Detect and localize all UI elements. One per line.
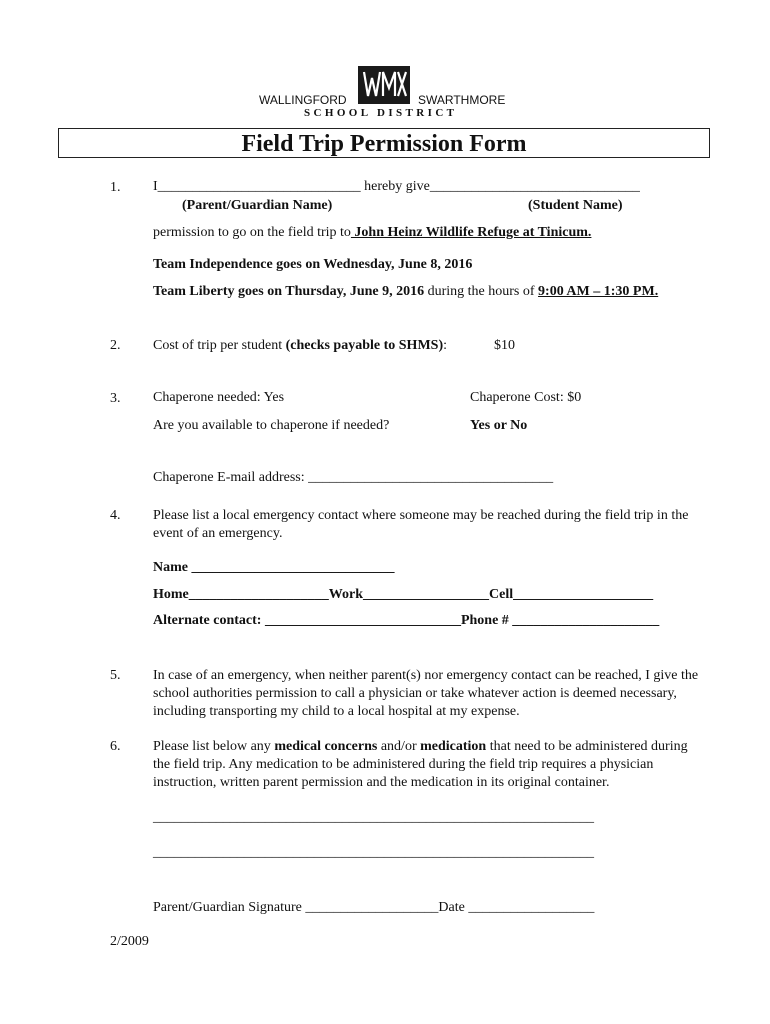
team-independence-date: Team Independence goes on Wednesday, June 8, 2016 — [153, 257, 473, 272]
chaperone-cost: Chaperone Cost: $0 — [470, 390, 582, 405]
trip-cost-amount: $10 — [494, 338, 515, 353]
school-district-logo — [358, 66, 410, 104]
form-revision-date: 2/2009 — [110, 934, 149, 949]
medical-concerns-text — [153, 738, 698, 792]
item-4-number: 4. — [110, 508, 121, 523]
school-district-label: SCHOOL DISTRICT — [304, 107, 458, 119]
parent-name-label: (Parent/Guardian Name) — [182, 198, 333, 213]
emergency-contact-instructions: Please list a local emergency contact where someone may be reached during the field trip in the event of an emergency. — [153, 508, 689, 541]
chaperone-needed: Chaperone needed: Yes — [153, 390, 285, 405]
emergency-name-field[interactable]: Name _____________________________ — [153, 560, 395, 575]
medical-notes-line-1[interactable]: _______________________________________________________________ — [153, 810, 594, 825]
name-line: I_____________________________ hereby give______________________________ — [153, 179, 640, 194]
cost-colon: : — [443, 338, 447, 353]
chaperone-availability-question: Are you available to chaperone if needed? — [153, 418, 390, 433]
checks-payable: (checks payable to SHMS) — [285, 338, 444, 353]
medical-text-a: Please list below any — [153, 739, 275, 754]
permission-prefix: permission to go on the field trip to — [153, 225, 351, 240]
chaperone-email-field[interactable]: Chaperone E-mail address: ___________________________________ — [153, 470, 554, 485]
medication-emphasis: medication — [420, 739, 487, 754]
permission-text — [153, 225, 591, 241]
medical-notes-line-2[interactable]: _______________________________________________________________ — [153, 845, 594, 860]
form-title: Field Trip Permission Form — [58, 128, 710, 158]
student-name-label: (Student Name) — [528, 198, 623, 213]
trip-destination: John Heinz Wildlife Refuge at Tinicum. — [350, 225, 592, 240]
item-2-number: 2. — [110, 338, 121, 353]
item-5-number: 5. — [110, 668, 121, 683]
hours-text: during the hours of — [424, 284, 539, 299]
cost-text: Cost of trip per student — [153, 338, 286, 353]
team-liberty-line — [153, 284, 658, 300]
swarthmore-label: SWARTHMORE — [418, 93, 506, 107]
team-liberty-date: Team Liberty goes on Thursday, June 9, 2016 — [153, 284, 425, 299]
emergency-authorization-text: In case of an emergency, when neither parent(s) nor emergency contact can be reached, I give the school authorities permission to call a physician or take whatever action is deemed necessary, including transporting my child to a local hospital at my expense. — [153, 668, 699, 719]
medical-concerns-emphasis: medical concerns — [274, 739, 378, 754]
emergency-phones-field[interactable]: Home____________________Work__________________Cell____________________ — [153, 587, 654, 602]
medical-text-c: that need to be administered during the field trip. Any medication to be administered during the field trip requires a physician instruction, written parent permission and the medication in its original container. — [153, 739, 688, 790]
item-1-number: 1. — [110, 180, 121, 195]
item-6-number: 6. — [110, 739, 121, 754]
wallingford-label: WALLINGFORD — [259, 93, 347, 107]
trip-hours: 9:00 AM – 1:30 PM. — [538, 284, 659, 299]
yes-or-no-choice[interactable]: Yes or No — [470, 418, 528, 433]
item-3-number: 3. — [110, 391, 121, 406]
cost-line — [153, 338, 447, 354]
medical-text-b: and/or — [377, 739, 421, 754]
signature-date-line[interactable]: Parent/Guardian Signature ___________________Date __________________ — [153, 900, 595, 915]
alternate-contact-field[interactable]: Alternate contact: ____________________________Phone # _____________________ — [153, 613, 660, 628]
